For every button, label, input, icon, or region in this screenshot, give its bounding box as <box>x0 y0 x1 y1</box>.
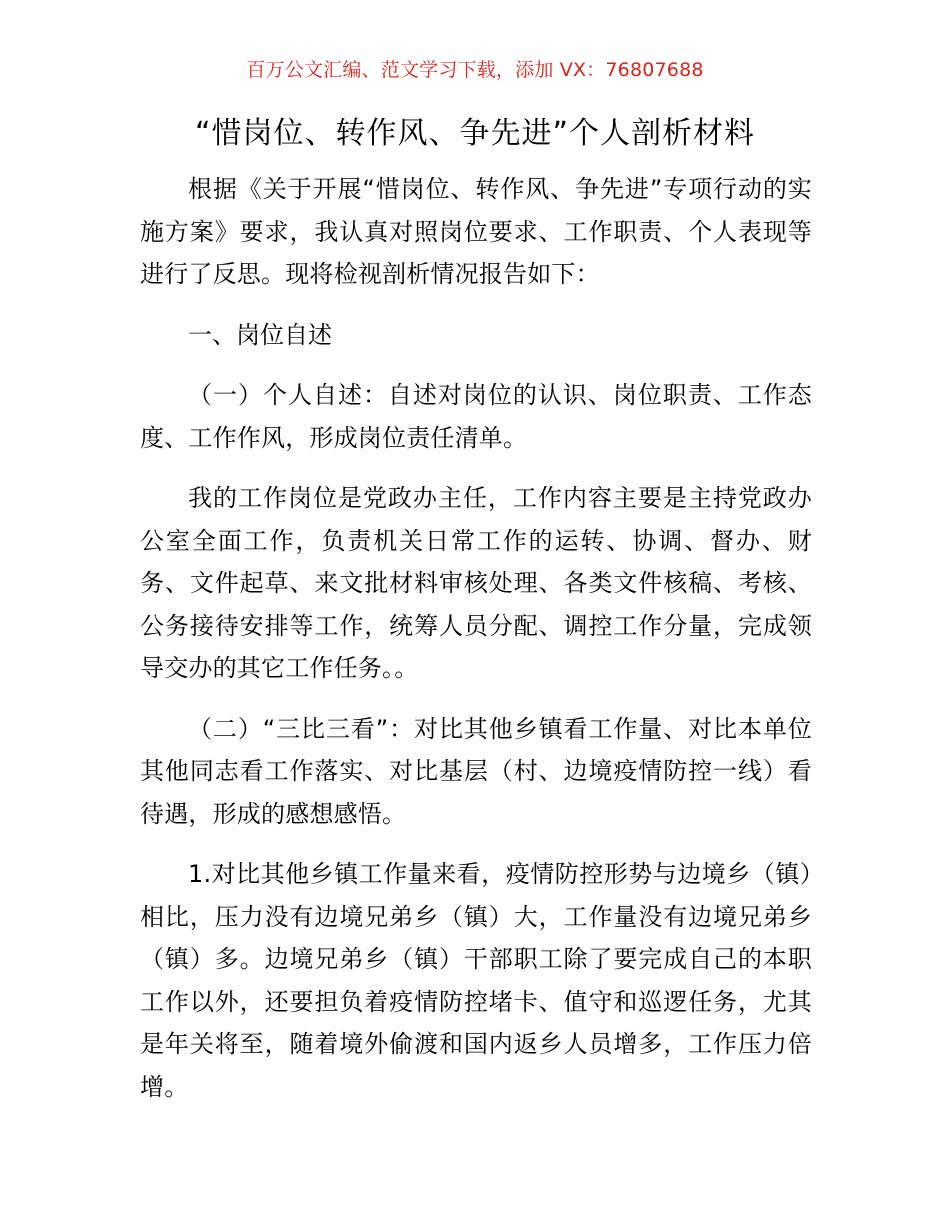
subsection-heading-2: （二）“三比三看”：对比其他乡镇看工作量、对比本单位其他同志看工作落实、对比基层（村、边境疫情防控一线）看待遇，形成的感想感悟。 <box>140 714 812 828</box>
point-paragraph-1: 1.对比其他乡镇工作量来看，疫情防控形势与边境乡（镇）相比，压力没有边境兄弟乡（镇）大，工作量没有边境兄弟乡（镇）多。边境兄弟乡（镇）干部职工除了要完成自己的本职工作以外，还要担负着疫情防控堵卡、值守和巡逻任务，尤其是年关将至，随着境外偷渡和国内返乡人员增多，工作压力倍增。 <box>140 860 812 1101</box>
document-title: “惜岗位、转作风、争先进”个人剖析材料 <box>194 116 756 151</box>
section-heading-1: 一、岗位自述 <box>188 320 332 349</box>
intro-paragraph: 根据《关于开展“惜岗位、转作风、争先进”专项行动的实施方案》要求，我认真对照岗位要求、工作职责、个人表现等进行了反思。现将检视剖析情况报告如下： <box>140 175 812 288</box>
document-body <box>140 168 812 1126</box>
promo-banner: 百万公文汇编、范文学习下载，添加 VX：76807688 <box>246 59 704 81</box>
subsection-body-1: 我的工作岗位是党政办主任，工作内容主要是主持党政办公室全面工作，负责机关日常工作的运转、协调、督办、财务、文件起草、来文批材料审核处理、各类文件核稿、考核、公务接待安排等工作，统筹人员分配、调控工作分量，完成领导交办的其它工作任务。。 <box>140 484 812 682</box>
subsection-heading-1: （一）个人自述：自述对岗位的认识、岗位职责、工作态度、工作作风，形成岗位责任清单。 <box>140 381 812 452</box>
